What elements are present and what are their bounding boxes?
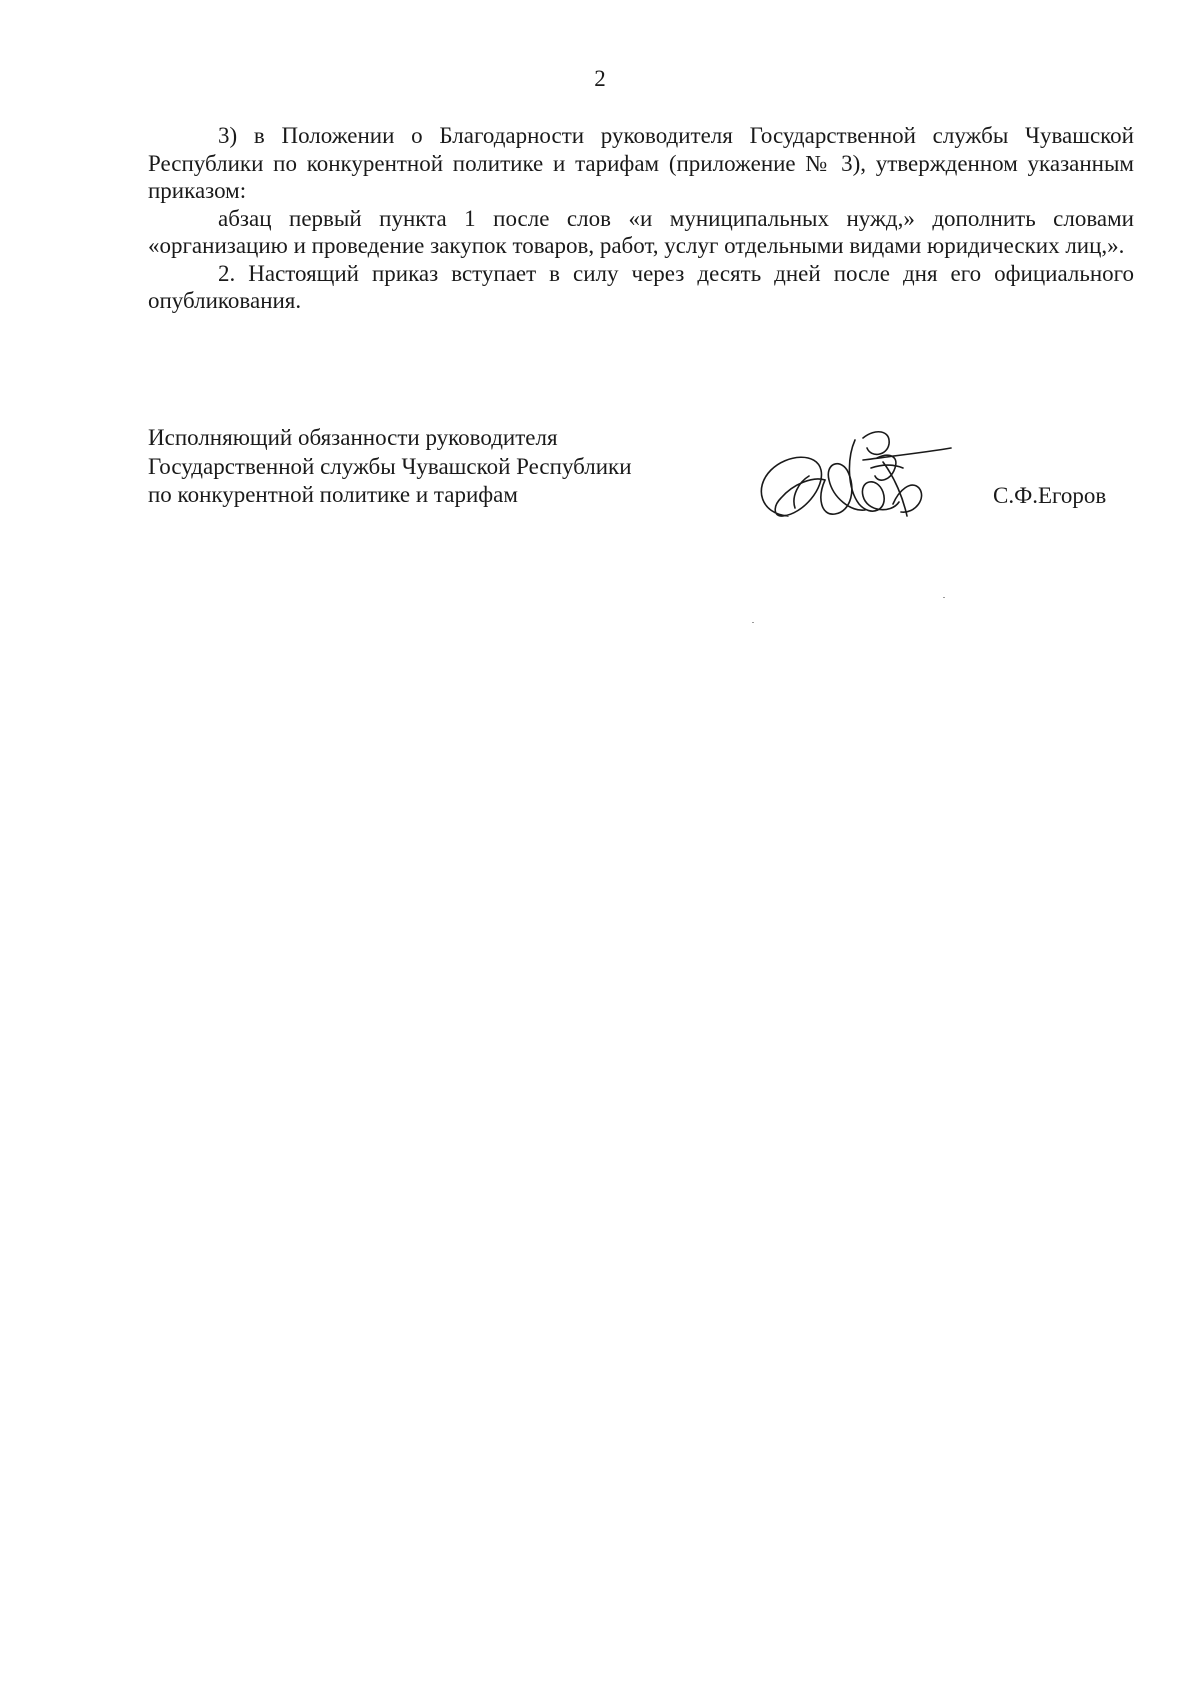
paragraph-first-abzac: абзац первый пункта 1 после слов «и муниципальных нужд,» дополнить словами «организацию и проведение закупок товаров, работ, услуг отдельными видами юридических лиц,». xyxy=(148,205,1134,258)
page-number: 2 xyxy=(594,66,606,91)
scan-speck xyxy=(943,597,945,598)
signer-position-line: Исполняющий обязанности руководителя xyxy=(148,425,558,450)
signer-position-line: по конкурентной политике и тарифам xyxy=(148,482,518,507)
handwritten-signature-icon xyxy=(743,418,953,526)
signer-name: С.Ф.Егоров xyxy=(993,483,1107,508)
signer-position-line: Государственной службы Чувашской Республики xyxy=(148,453,632,479)
scan-speck xyxy=(752,622,754,623)
paragraph-item-3: 3) в Положении о Благодарности руководителя Государственной службы Чувашской Республики по конкурентной политике и тарифам (приложение № 3), утвержденном указанным приказом: xyxy=(148,123,1134,203)
signer-position xyxy=(148,424,708,510)
document-body xyxy=(148,122,1134,315)
paragraph-effective-date: 2. Настоящий приказ вступает в силу через десять дней после дня его официального опубликования. xyxy=(148,260,1134,313)
signature-block xyxy=(148,424,1134,534)
